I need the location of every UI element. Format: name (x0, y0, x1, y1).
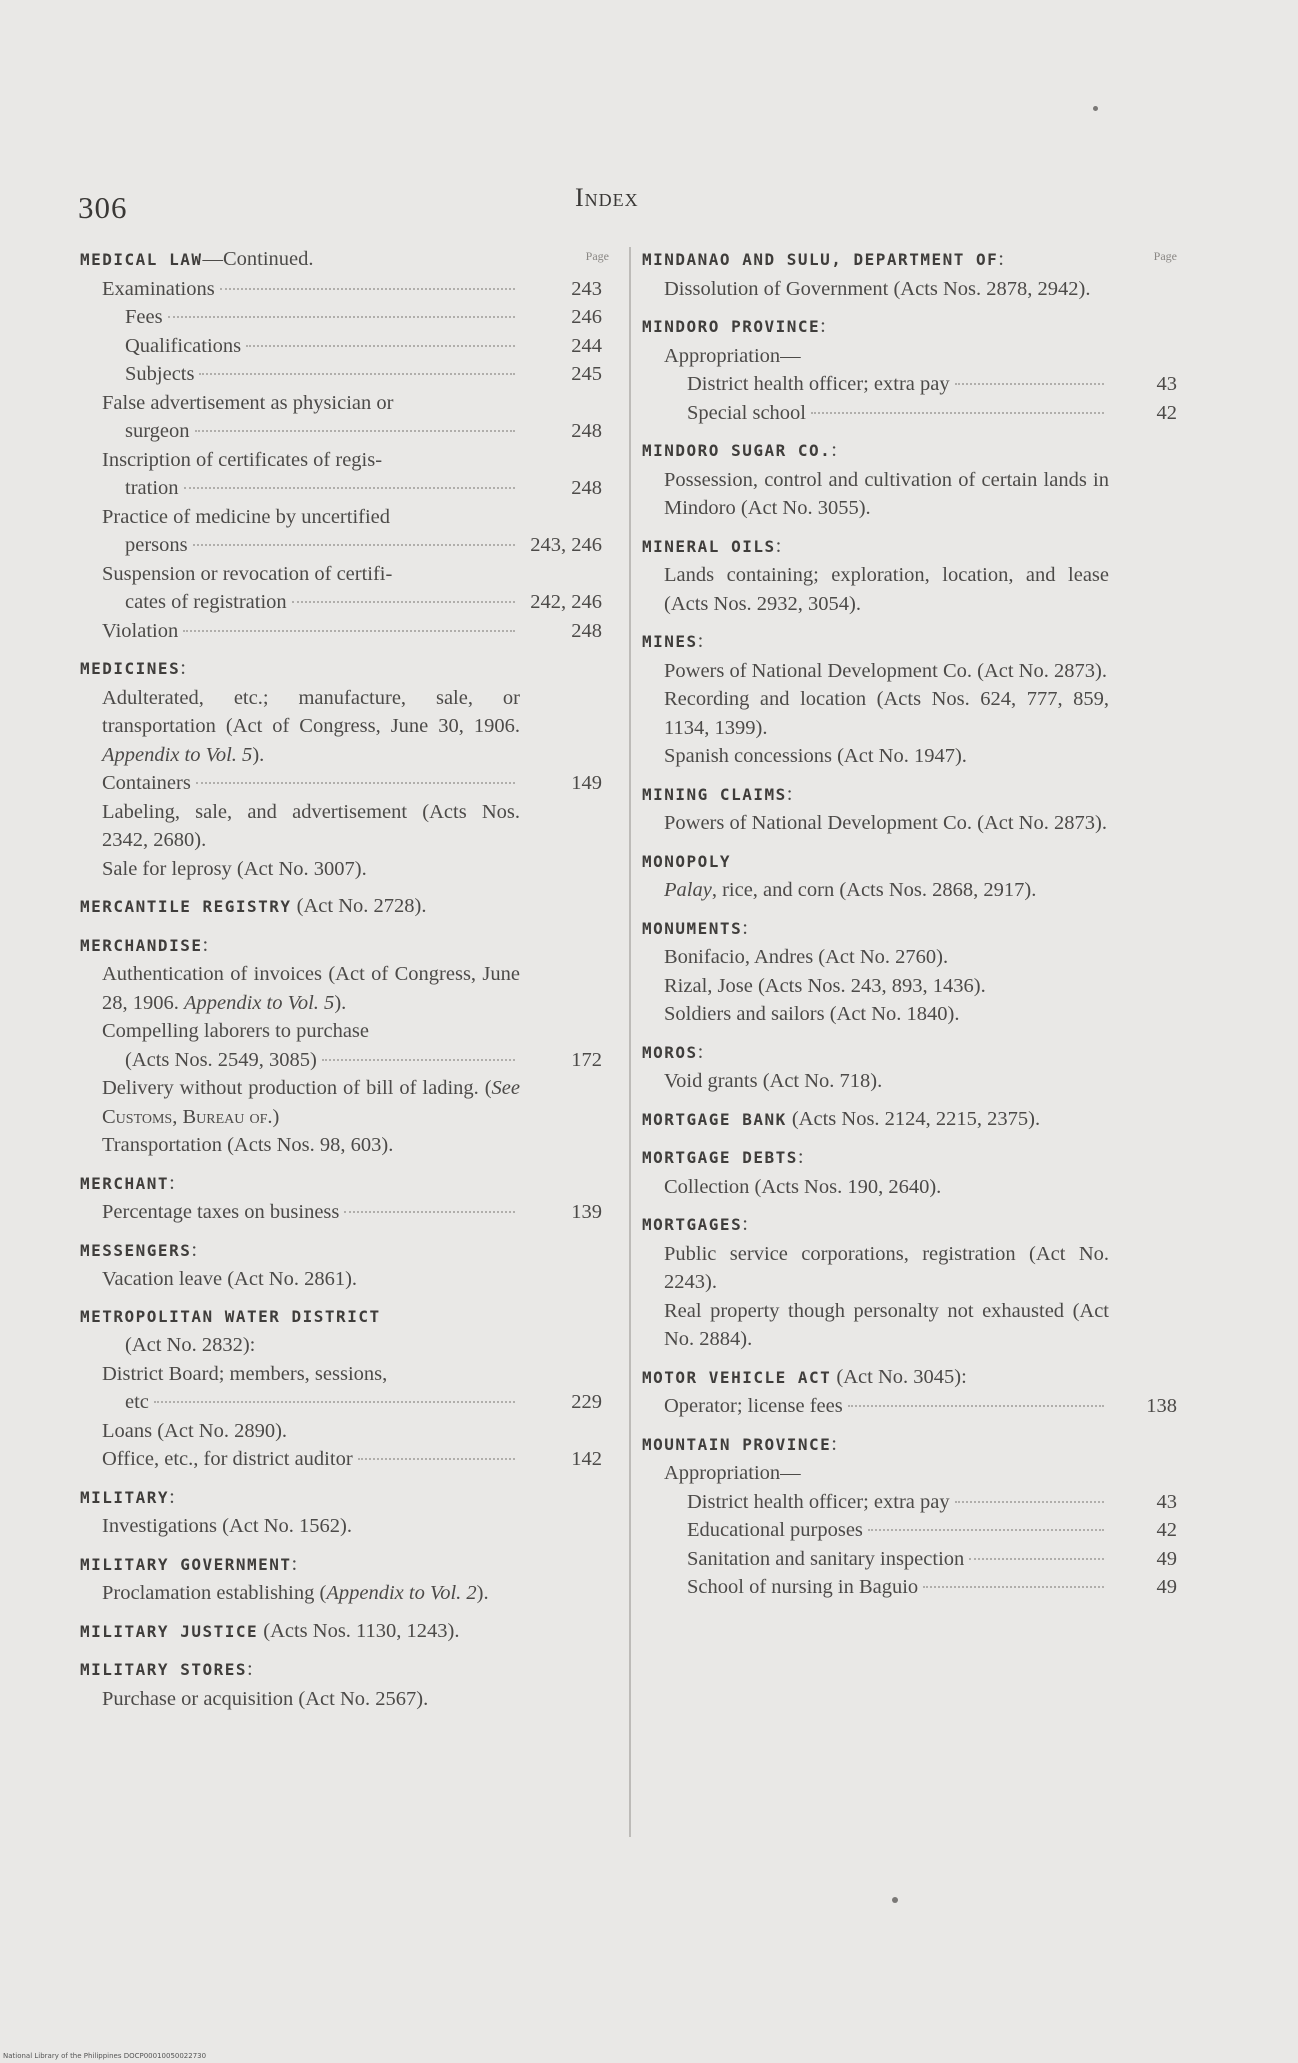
entry-medicines: MEDICINES: Adulterated, etc.; manufacture, sale, or transportation (Act of Congress, June 30, 1906. Appendix to Vol. 5). Containers 149 Labeling, sale, and advertisement (Acts Nos. 2342, 2680). Sale for leprosy (Act No. 3007). (80, 654, 602, 883)
subentry-continued: etc 229 (80, 1388, 602, 1417)
subentry: Suspension or revocation of certifi- (102, 562, 393, 585)
subentry: Spanish concessions (Act No. 1947). (664, 745, 967, 767)
subentry: Recording and location (Acts Nos. 624, 777, 859, 1134, 1399). (664, 688, 1109, 739)
subentry-continued: cates of registration 242, 246 (80, 588, 602, 617)
entry-heading: MONUMENTS (642, 918, 743, 938)
index-column-right (642, 245, 1177, 1611)
subentry: Collection (Acts Nos. 190, 2640). (664, 1175, 942, 1198)
entry-heading: MINDANAO AND SULU, DEPARTMENT OF (642, 250, 999, 269)
entry-heading: MEDICAL LAW (80, 250, 203, 269)
subentry: Transportation (Acts Nos. 98, 603). (102, 1134, 394, 1156)
entry-mineral-oils: MINERAL OILS: Lands containing; exploration, location, and lease (Acts Nos. 2932, 3054). (642, 532, 1177, 619)
entry-military-justice: MILITARY JUSTICE (Acts Nos. 1130, 1243). (80, 1619, 460, 1642)
subentry: Investigations (Act No. 1562). (102, 1515, 352, 1537)
subentry: Subjects 245 (80, 360, 602, 389)
entry-messengers: MESSENGERS: Vacation leave (Act No. 2861). (80, 1236, 602, 1294)
page-ref: 149 (571, 772, 602, 794)
subentry: Bonifacio, Andres (Act No. 2760). (664, 946, 949, 968)
entry-merchandise: MERCHANDISE: Authentication of invoices (Act of Congress, June 28, 1906. Appendix to Vol. 5). Compelling laborers to purchase (Acts Nos. 2549, 3085) 172 Delivery without production of bill of lading. (See Customs, Bureau of.) Transportation (Acts Nos. 98, 603). (80, 931, 602, 1160)
subentry: Sanitation and sanitary inspection 49 (642, 1545, 1177, 1574)
page-number: 306 (78, 190, 128, 225)
entry-medical-law (80, 245, 602, 645)
entry-mindoro-sugar: MINDORO SUGAR CO.: Possession, control and cultivation of certain lands in Mindoro (Act No. 3055). (642, 436, 1177, 523)
page-ref: 49 (1156, 1576, 1177, 1598)
entry-heading: MONOPOLY (642, 851, 732, 871)
paper-speck (892, 1897, 898, 1903)
subentry: Vacation leave (Act No. 2861). (102, 1268, 358, 1290)
entry-heading: MERCHANDISE (80, 935, 203, 955)
entry-merchant: MERCHANT: Percentage taxes on business 139 (80, 1169, 602, 1227)
entry-heading: MINERAL OILS (642, 536, 776, 556)
subentry: Public service corporations, registration (Act No. 2243). (664, 1242, 1109, 1293)
subentry-continued: surgeon 248 (80, 417, 602, 446)
entry-heading: MOROS (642, 1042, 698, 1062)
subentry: Examinations 243 (80, 275, 602, 304)
entry-mindoro-province: MINDORO PROVINCE: Appropriation— District health officer; extra pay 43 Special school 42 (642, 312, 1177, 427)
entry-heading: MILITARY STORES (80, 1660, 247, 1679)
page-ref: 246 (571, 306, 602, 328)
page-ref: 172 (571, 1048, 602, 1071)
subentry: Educational purposes 42 (642, 1516, 1177, 1545)
page-ref: 243, 246 (530, 534, 602, 556)
page-ref: 43 (1156, 1490, 1177, 1513)
subentry: Special school 42 (642, 399, 1177, 428)
entry-heading: MILITARY GOVERNMENT (80, 1554, 292, 1574)
entry-heading: MERCANTILE REGISTRY (80, 897, 292, 916)
subentry: District Board; members, sessions, (102, 1362, 388, 1385)
entry-military: MILITARY: Investigations (Act No. 1562). (80, 1483, 602, 1541)
subentry: Containers 149 (80, 769, 602, 798)
page-ref: 242, 246 (530, 591, 602, 613)
entry-monuments: MONUMENTS: Bonifacio, Andres (Act No. 2760). Rizal, Jose (Acts Nos. 243, 893, 1436). Soldiers and sailors (Act No. 1840). (642, 914, 1177, 1029)
page-ref: 248 (571, 420, 602, 442)
entry-heading: MORTGAGES (642, 1215, 743, 1234)
subentry: Real property though personalty not exhausted (Act No. 2884). (664, 1299, 1109, 1350)
entry-military-government: MILITARY GOVERNMENT: Proclamation establishing (Appendix to Vol. 2). (80, 1550, 602, 1608)
entry-heading: MORTGAGE DEBTS (642, 1148, 798, 1167)
entry-mines: MINES: Powers of National Development Co. (Act No. 2873). Recording and location (Acts Nos. 624, 777, 859, 1134, 1399). Spanish concessions (Act No. 1947). (642, 627, 1177, 771)
entry-heading: MOUNTAIN PROVINCE (642, 1434, 832, 1454)
subentry-continued: persons 243, 246 (80, 531, 602, 560)
page-ref: 139 (571, 1201, 602, 1223)
entry-mortgage-debts: MORTGAGE DEBTS: Collection (Acts Nos. 190, 2640). (642, 1143, 1177, 1201)
subentry: District health officer; extra pay 43 (642, 370, 1177, 399)
page-ref: 49 (1156, 1547, 1177, 1570)
subentry: Purchase or acquisition (Act No. 2567). (102, 1687, 429, 1710)
subentry: Appropriation— (664, 1462, 801, 1484)
page-ref: 229 (571, 1391, 602, 1413)
subentry: Lands containing; exploration, location, and lease (Acts Nos. 2932, 3054). (664, 564, 1109, 615)
page-ref: 138 (1146, 1395, 1177, 1417)
subentry-continued: (Acts Nos. 2549, 3085) 172 (80, 1046, 602, 1075)
subentry: Delivery without production of bill of lading. (See Customs, Bureau of.) (102, 1077, 520, 1128)
subentry: Compelling laborers to purchase (102, 1020, 370, 1042)
entry-mercantile-registry: MERCANTILE REGISTRY (Act No. 2728). (80, 895, 427, 917)
scan-footer-stamp: National Library of the Philippines DOCP00010050022730 (3, 2052, 207, 2060)
subentry: Proclamation establishing (Appendix to Vol. 2). (102, 1582, 489, 1604)
subentry: Loans (Act No. 2890). (102, 1419, 288, 1442)
subentry: Palay, rice, and corn (Acts Nos. 2868, 2917). (664, 879, 1037, 901)
subentry: School of nursing in Baguio 49 (642, 1573, 1177, 1602)
subentry: Adulterated, etc.; manufacture, sale, or transportation (Act of Congress, June 30, 1906. Appendix to Vol. 5). (102, 686, 520, 766)
continued-label: —Continued. (202, 248, 314, 270)
entry-heading: MORTGAGE BANK (642, 1109, 787, 1129)
entry-mortgage-bank: MORTGAGE BANK (Acts Nos. 2124, 2215, 2375). (642, 1107, 1041, 1130)
subentry: Operator; license fees 138 (642, 1392, 1177, 1421)
entry-moros: MOROS: Void grants (Act No. 718). (642, 1038, 1177, 1096)
subentry: Appropriation— (664, 344, 801, 367)
subentry: Violation 248 (80, 617, 602, 646)
entry-heading: MILITARY (80, 1487, 170, 1507)
entry-heading: MINING CLAIMS (642, 784, 787, 804)
entry-motor-vehicle-act: MOTOR VEHICLE ACT (Act No. 3045): Operator; license fees 138 (642, 1363, 1177, 1421)
page-ref: 42 (1156, 1519, 1177, 1541)
paper-speck (1093, 106, 1098, 111)
subentry: Inscription of certificates of regis- (102, 448, 383, 471)
entry-military-stores: MILITARY STORES: Purchase or acquisition (Act No. 2567). (80, 1655, 602, 1713)
subentry: Percentage taxes on business 139 (80, 1198, 602, 1227)
page-column-label: Page (1153, 249, 1177, 263)
index-column-left (80, 245, 609, 1722)
subentry: Practice of medicine by uncertified (102, 505, 391, 528)
subentry: Office, etc., for district auditor 142 (80, 1445, 602, 1474)
entry-heading: MINDORO SUGAR CO. (642, 441, 832, 460)
subentry: Dissolution of Government (Acts Nos. 2878, 2942). (664, 277, 1091, 300)
page-column-label: Page (585, 249, 609, 263)
subentry: Labeling, sale, and advertisement (Acts Nos. 2342, 2680). (102, 800, 520, 851)
entry-mining-claims: MINING CLAIMS: Powers of National Development Co. (Act No. 2873). (642, 780, 1177, 838)
page-ref: 244 (571, 334, 602, 357)
entry-mountain-province: MOUNTAIN PROVINCE: Appropriation— District health officer; extra pay 43 Educational purposes 42 Sanitation and sanitary inspection 49 School of nursing in Baguio 49 (642, 1430, 1177, 1602)
entry-heading: MOTOR VEHICLE ACT (642, 1367, 832, 1387)
page-ref: 142 (571, 1448, 602, 1470)
subentry: Void grants (Act No. 718). (664, 1070, 883, 1092)
running-head: Index (575, 183, 639, 212)
subentry: Soldiers and sailors (Act No. 1840). (664, 1003, 960, 1025)
subentry: District health officer; extra pay 43 (642, 1488, 1177, 1517)
page-ref: 245 (571, 363, 602, 385)
entry-monopoly (642, 847, 1177, 905)
entry-mortgages: MORTGAGES: Public service corporations, registration (Act No. 2243). Real property though personalty not exhausted (Act No. 2884). (642, 1210, 1177, 1354)
entry-heading: MILITARY JUSTICE (80, 1621, 259, 1641)
page-ref: 42 (1156, 401, 1177, 424)
subentry-continued: tration 248 (80, 474, 602, 503)
page-ref: 248 (571, 619, 602, 642)
page-ref: 243 (571, 277, 602, 300)
subentry: Rizal, Jose (Acts Nos. 243, 893, 1436). (664, 974, 986, 997)
subentry: Fees 246 (80, 303, 602, 332)
column-divider (629, 247, 631, 1837)
subentry: Powers of National Development Co. (Act No. 2873). (664, 659, 1107, 682)
entry-metropolitan-water-district: METROPOLITAN WATER DISTRICT (Act No. 2832): District Board; members, sessions, etc 229 Loans (Act No. 2890). Office, etc., for district auditor 142 (80, 1303, 602, 1474)
subentry: Authentication of invoices (Act of Congress, June 28, 1906. Appendix to Vol. 5). (102, 963, 520, 1014)
entry-heading: MINES (642, 632, 698, 651)
entry-heading: MEDICINES (80, 659, 181, 678)
subentry: False advertisement as physician or (102, 391, 394, 414)
subentry: Powers of National Development Co. (Act No. 2873). (664, 812, 1107, 834)
entry-heading: MERCHANT (80, 1173, 170, 1193)
entry-heading: METROPOLITAN WATER DISTRICT (80, 1306, 381, 1326)
subentry: Sale for leprosy (Act No. 3007). (102, 857, 367, 880)
entry-heading: MESSENGERS (80, 1240, 192, 1260)
page-ref: 43 (1156, 373, 1177, 395)
subentry: Possession, control and cultivation of certain lands in Mindoro (Act No. 3055). (664, 468, 1109, 519)
subentry: Qualifications 244 (80, 332, 602, 361)
page-ref: 248 (571, 477, 602, 499)
entry-mindanao-sulu: MINDANAO AND SULU, DEPARTMENT OF: Dissolution of Government (Acts Nos. 2878, 2942). (642, 245, 1177, 303)
entry-heading: MINDORO PROVINCE (642, 317, 821, 336)
